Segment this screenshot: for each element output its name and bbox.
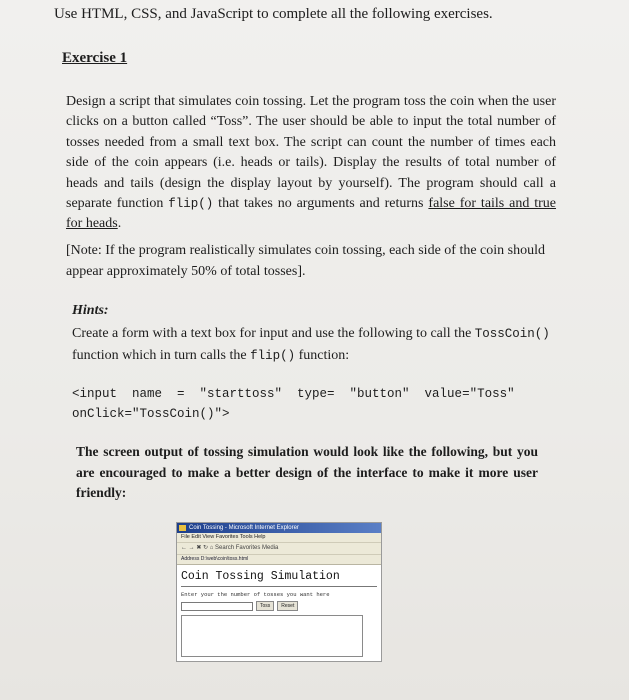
note-text: [Note: If the program realistically simulates coin tossing, each side of the coin should appear approximately 50% of total tosses]. (66, 243, 545, 279)
screenshot-heading: Coin Tossing Simulation (181, 570, 340, 583)
hints-part-2: function which in turn calls the (72, 348, 251, 363)
exercise-description (66, 92, 556, 235)
screenshot-controls (181, 601, 377, 611)
description-part-3: . (117, 216, 122, 232)
tosscoin-function-code: TossCoin() (474, 327, 550, 341)
example-screenshot (176, 522, 382, 662)
hints-label: Hints: (72, 303, 109, 318)
screenshot-window-title: Coin Tossing - Microsoft Internet Explorer (189, 525, 299, 531)
description-part-1: Design a script that simulates coin tossing. Let the program toss the coin when the user clicks on a button called “Toss”. The user should be able to input the total number of tosses needed from a small text box. The script can count the number of times each side of the coin appears (i.e. heads or tails). Display the results of total number of heads and tails (design the display layout by yourself). The program should call a separate function (66, 94, 556, 212)
screenshot-toolbar: ← → ✖ ↻ ⌂ Search Favorites Media (177, 543, 381, 555)
description-part-2: that takes no arguments and returns (213, 196, 429, 212)
page-heading: Use HTML, CSS, and JavaScript to complete all the following exercises. (54, 6, 493, 22)
hints-part-1: Create a form with a text box for input and use the following to call the (72, 326, 475, 341)
screenshot-reset-button: Reset (277, 601, 298, 611)
screenshot-menu-bar: File Edit View Favorites Tools Help (177, 533, 381, 543)
screenshot-toss-input (181, 602, 253, 611)
code-line-1: <input name = "starttoss" type= "button" value="Toss" (72, 387, 515, 401)
return-values-underlined: false for tails and true for heads (66, 196, 557, 232)
exercise-title: Exercise 1 (62, 50, 128, 66)
hints-text (72, 323, 552, 367)
code-line-2: onClick="TossCoin()"> (72, 407, 230, 421)
screenshot-toss-button: Toss (256, 601, 274, 611)
flip-function-code-hint: flip() (250, 349, 296, 363)
screenshot-prompt: Enter your the number of tosses you want here (181, 591, 330, 598)
output-description: The screen output of tossing simulation would look like the following, but you are encouraged to make a better design of the interface to make it more user friendly: (76, 444, 538, 500)
browser-window-icon (179, 525, 186, 531)
screenshot-title-bar (177, 523, 381, 533)
screenshot-page-body (177, 565, 381, 660)
code-snippet (72, 384, 552, 424)
screenshot-results-area (181, 615, 363, 657)
flip-function-code: flip() (168, 197, 214, 212)
hints-part-3: function: (295, 348, 350, 363)
screenshot-address-bar: Address D:\web\coin\toss.html (177, 555, 381, 565)
screenshot-divider (181, 586, 377, 587)
